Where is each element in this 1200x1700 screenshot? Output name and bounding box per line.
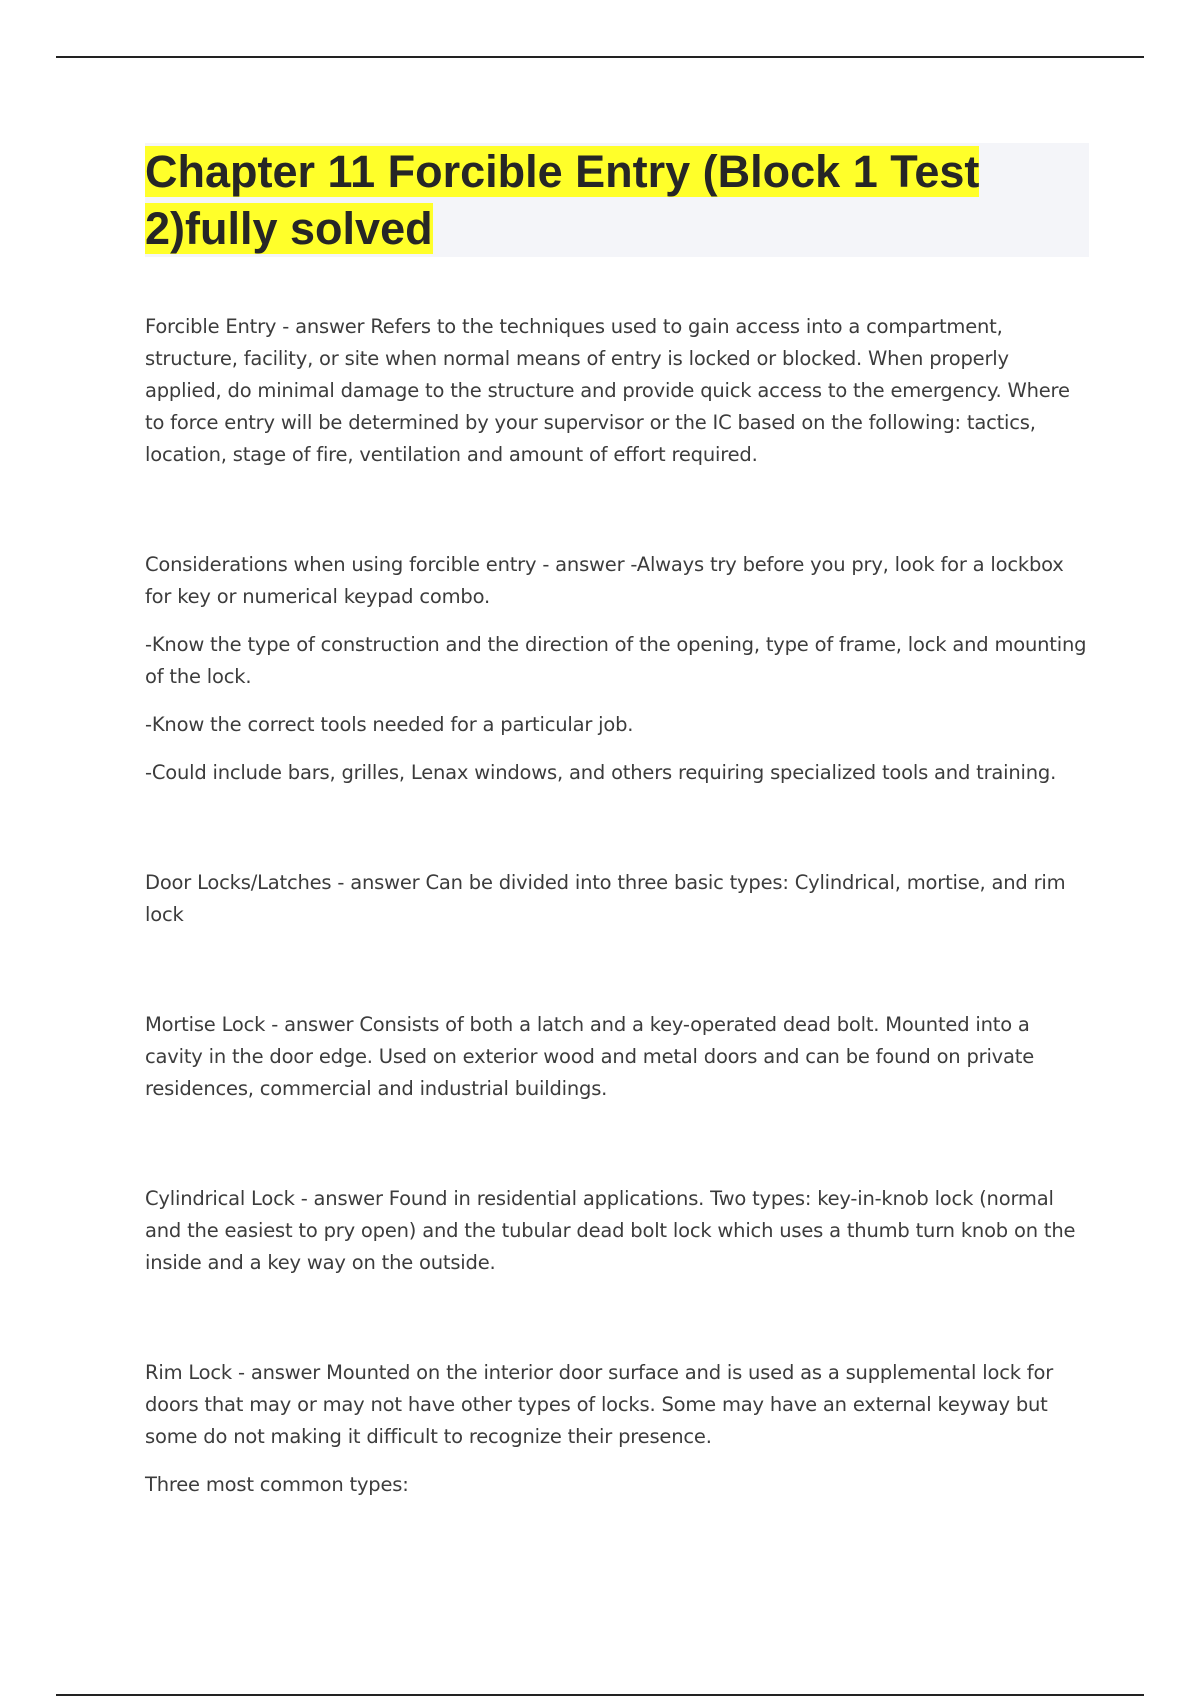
paragraph-cylindrical-lock: Cylindrical Lock - answer Found in residential applications. Two types: key-in-knob lock (normal and the easiest to pry open) and the tubular dead bolt lock which uses a thumb turn knob on the inside and a key way on the outside. — [145, 1187, 1076, 1274]
paragraph-door-locks: Door Locks/Latches - answer Can be divided into three basic types: Cylindrical, mortise, and rim lock — [145, 871, 1066, 926]
paragraph-know-tools: -Know the correct tools needed for a particular job. — [145, 713, 634, 736]
paragraph-three-common-types: Three most common types: — [145, 1473, 409, 1496]
paragraph-rim-lock: Rim Lock - answer Mounted on the interior door surface and is used as a supplemental lock for doors that may or may not have other types of locks. Some may have an external keyway but some do not making it difficult to recognize their presence. — [145, 1361, 1054, 1448]
paragraph-forcible-entry: Forcible Entry - answer Refers to the techniques used to gain access into a compartment, structure, facility, or site when normal means of entry is locked or blocked. When properly applied, do minimal damage to the structure and provide quick access to the emergency. Where to force entry will be determined by your supervisor or the IC based on the following: tactics, location, stage of fire, ventilation and amount of effort required. — [145, 315, 1070, 466]
paragraph-bars-grilles: -Could include bars, grilles, Lenax windows, and others requiring specialized tools and training. — [145, 761, 1057, 784]
paragraph-know-construction: -Know the type of construction and the direction of the opening, type of frame, lock and mounting of the lock. — [145, 633, 1087, 688]
paragraph-considerations: Considerations when using forcible entry - answer -Always try before you pry, look for a lockbox for key or numerical keypad combo. — [145, 553, 1064, 608]
title-block — [145, 143, 1089, 257]
header-rule — [56, 56, 1144, 58]
footer-rule — [56, 1694, 1144, 1696]
paragraph-mortise-lock: Mortise Lock - answer Consists of both a latch and a key-operated dead bolt. Mounted into a cavity in the door edge. Used on exterior wood and metal doors and can be found on private residences, commercial and industrial buildings. — [145, 1013, 1034, 1100]
title-highlight: Chapter 11 Forcible Entry (Block 1 Test 2)fully solved — [145, 146, 980, 254]
document-title — [145, 143, 1089, 257]
document-body — [145, 143, 1089, 1517]
